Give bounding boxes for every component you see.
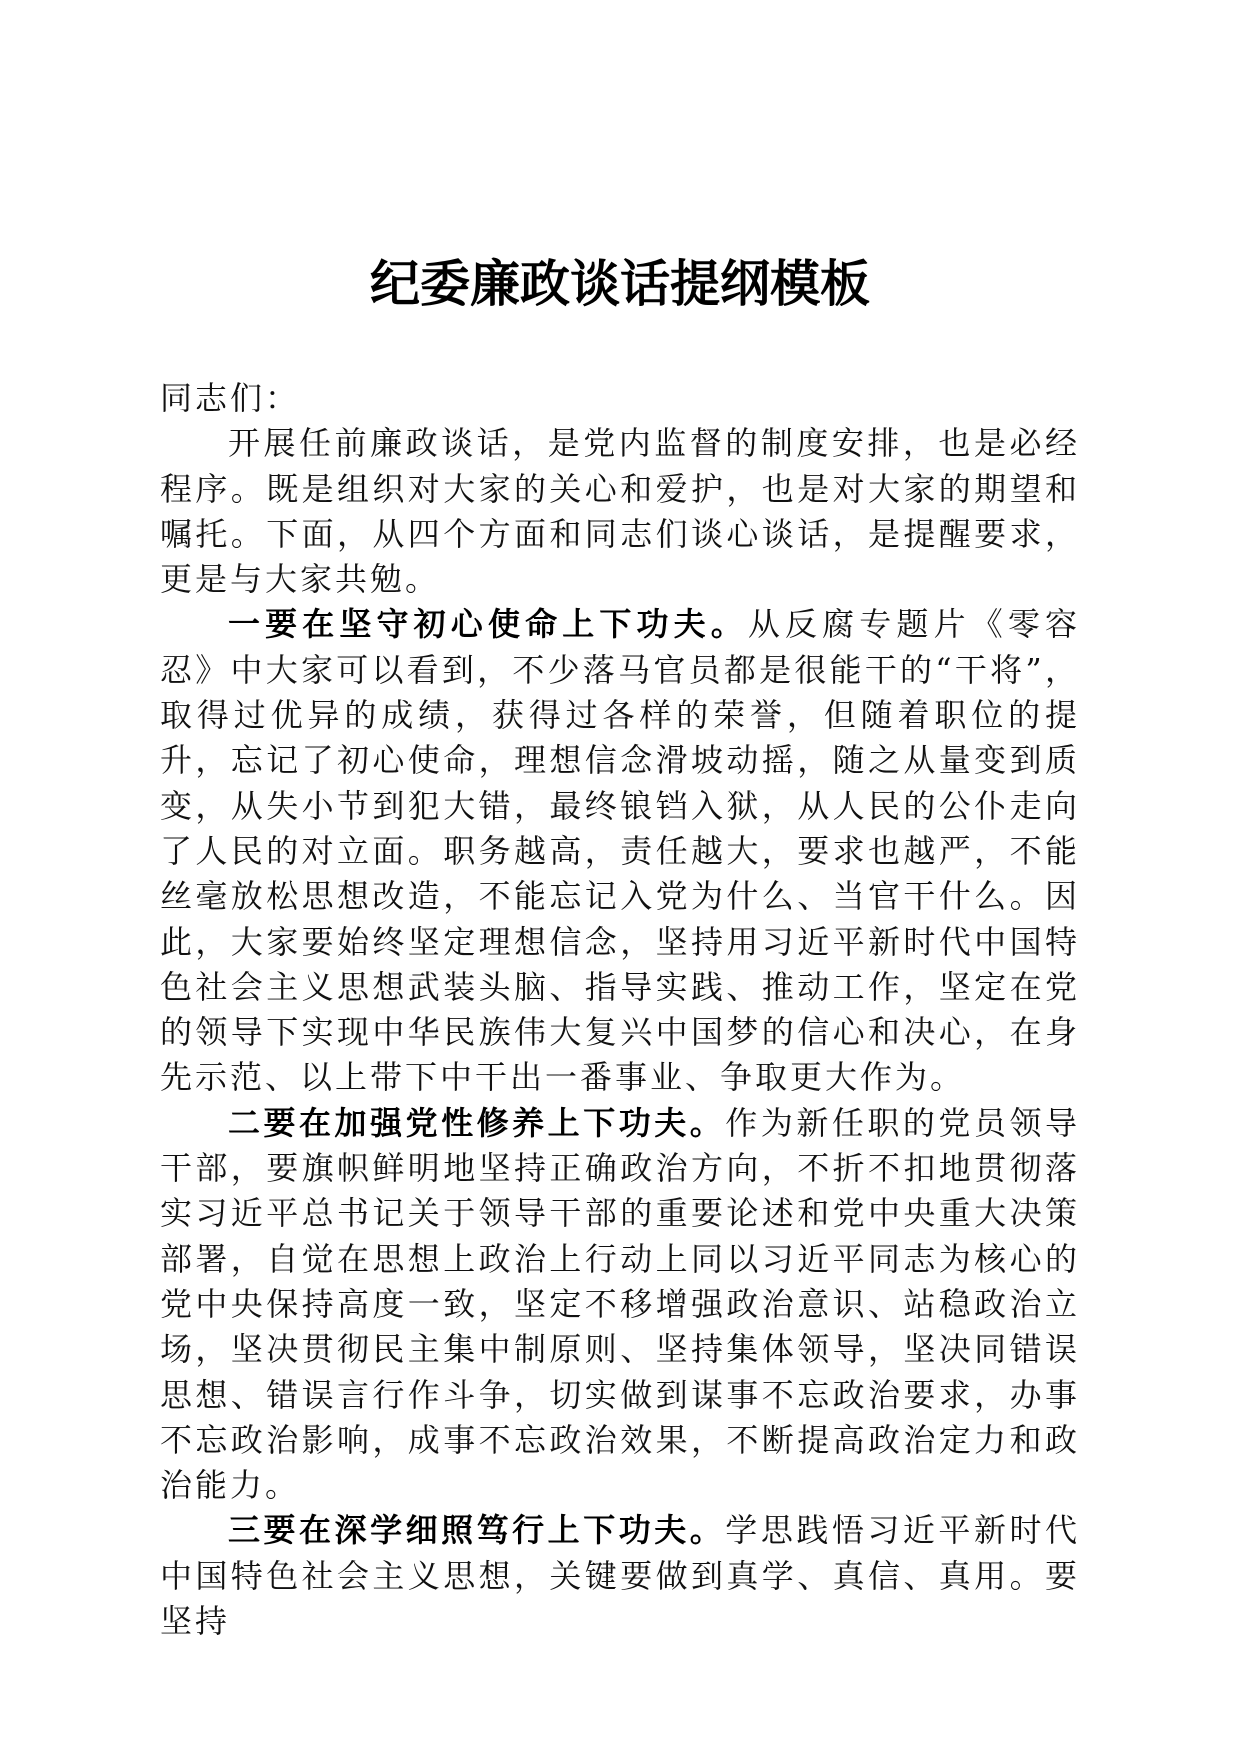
section-paragraph-1 [160, 602, 1080, 1100]
section-paragraph-2 [160, 1101, 1080, 1509]
intro-paragraph: 开展任前廉政谈话，是党内监督的制度安排，也是必经程序。既是组织对大家的关心和爱护，也是对大家的期望和嘱托。下面，从四个方面和同志们谈心谈话，是提醒要求，更是与大家共勉。 [160, 424, 1080, 599]
section-text-3: 学思践悟习近平新时代中国特色社会主义思想，关键要做到真学、真信、真用。要坚持 [160, 1511, 1080, 1641]
section-heading-3: 三要在深学细照笃行上下功夫。 [228, 1511, 726, 1550]
section-heading-1: 一要在坚守初心使命上下功夫。 [228, 605, 748, 644]
document-title: 纪委廉政谈话提纲模板 [370, 254, 870, 313]
section-paragraph-3 [160, 1508, 1080, 1644]
salutation: 同志们： [160, 379, 301, 417]
section-text-1: 从反腐专题片《零容忍》中大家可以看到，不少落马官员都是很能干的“干将”，取得过优异的成绩，获得过各样的荣誉，但随着职位的提升，忘记了初心使命，理想信念滑坡动摇，随之从量变到质变，从失小节到犯大错，最终锒铛入狱，从人民的公仆走向了人民的对立面。职务越高，责任越大，要求也越严，不能丝毫放松思想改造，不能忘记入党为什么、当官干什么。因此，大家要始终坚定理想信念，坚持用习近平新时代中国特色社会主义思想武装头脑、指导实践、推动工作，坚定在党的领导下实现中华民族伟大复兴中国梦的信心和决心，在身先示范、以上带下中干出一番事业、争取更大作为。 [160, 605, 1080, 1097]
document-body [160, 376, 1080, 1644]
section-text-2: 作为新任职的党员领导干部，要旗帜鲜明地坚持正确政治方向，不折不扣地贯彻落实习近平总书记关于领导干部的重要论述和党中央重大决策部署，自觉在思想上政治上行动上同以习近平同志为核心的党中央保持高度一致，坚定不移增强政治意识、站稳政治立场，坚决贯彻民主集中制原则、坚持集体领导，坚决同错误思想、错误言行作斗争，切实做到谋事不忘政治要求，办事不忘政治影响，成事不忘政治效果，不断提高政治定力和政治能力。 [160, 1103, 1080, 1505]
section-heading-2: 二要在加强党性修养上下功夫。 [228, 1103, 726, 1142]
